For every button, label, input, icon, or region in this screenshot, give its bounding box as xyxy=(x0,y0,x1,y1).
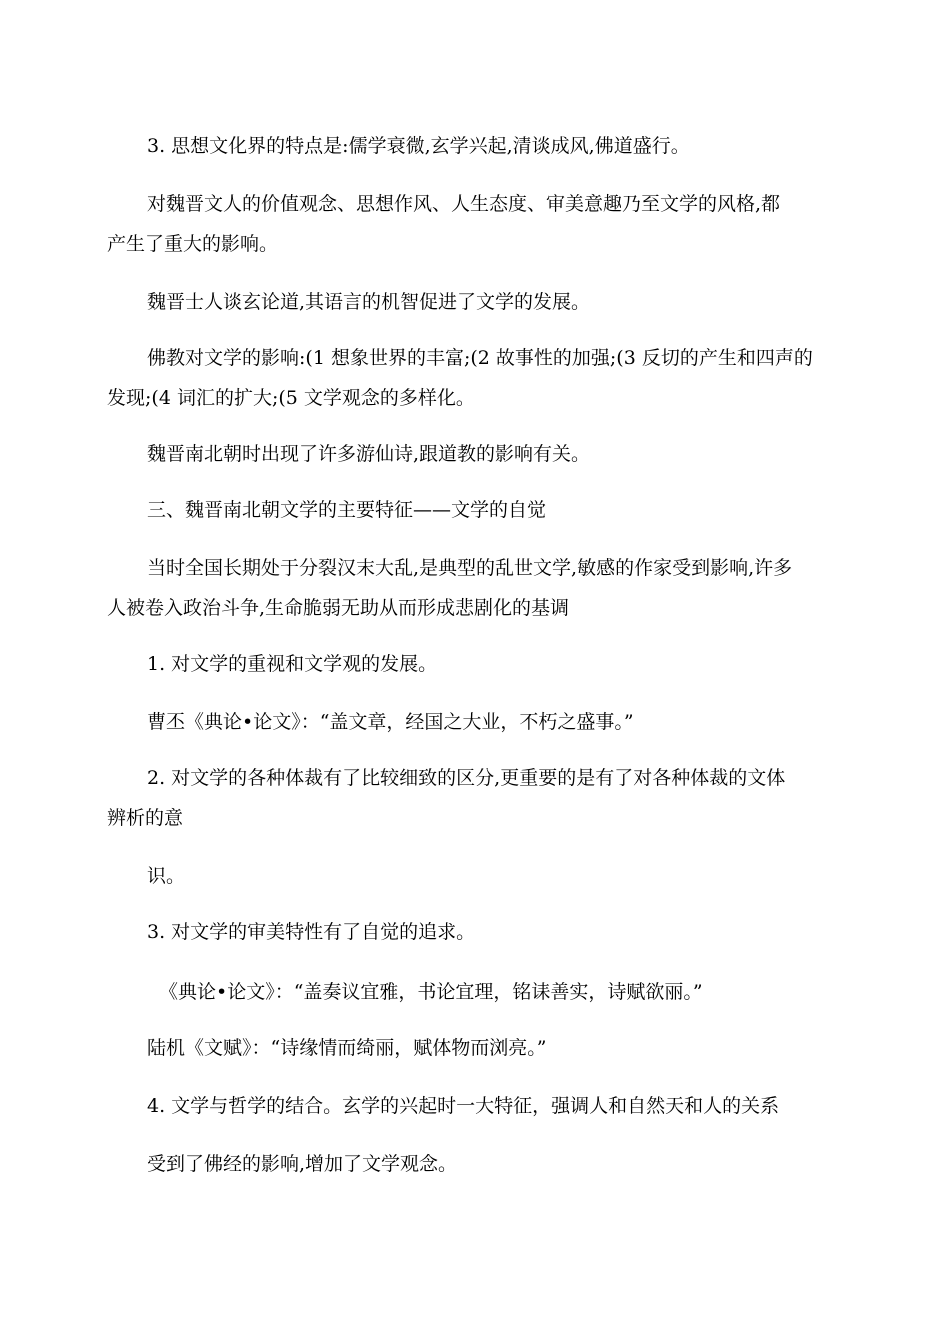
text-line: 1. 对文学的重视和文学观的发展。 xyxy=(147,653,438,675)
text-line: 《典论•论文》：“盖奏议宜雅，书论宜理，铭诔善实，诗赋欲丽。” xyxy=(159,981,703,1003)
quote-wenfu xyxy=(107,1028,839,1068)
text-line: 识。 xyxy=(147,865,186,887)
paragraph-12 xyxy=(107,912,839,952)
paragraph-1 xyxy=(107,126,839,166)
text-line: 人被卷入政治斗争,生命脆弱无助从而形成悲剧化的基调 xyxy=(107,597,570,619)
text-line: 陆机《文赋》：“诗缘情而绮丽，赋体物而浏亮。” xyxy=(147,1037,547,1059)
paragraph-11 xyxy=(107,856,839,896)
text-line: 魏晋士人谈玄论道,其语言的机智促进了文学的发展。 xyxy=(147,291,591,313)
text-line: 2. 对文学的各种体裁有了比较细致的区分,更重要的是有了对各种体裁的文体 xyxy=(147,767,786,789)
text-line: 3. 对文学的审美特性有了自觉的追求。 xyxy=(147,921,476,943)
text-line: 曹丕《典论•论文》：“盖文章，经国之大业，不朽之盛事。” xyxy=(147,711,634,733)
text-line: 对魏晋文人的价值观念、思想作风、人生态度、审美意趣乃至文学的风格,都 xyxy=(147,193,781,215)
paragraph-16 xyxy=(107,1144,839,1184)
paragraph-2 xyxy=(107,184,839,264)
text-line: 当时全国长期处于分裂汉末大乱,是典型的乱世文学,敏感的作家受到影响,许多 xyxy=(147,557,793,579)
paragraph-8 xyxy=(107,644,839,684)
text-line: 受到了佛经的影响,增加了文学观念。 xyxy=(147,1153,458,1175)
paragraph-4 xyxy=(107,338,839,418)
section-heading xyxy=(107,490,839,530)
text-line: 发现;(4 词汇的扩大;(5 文学观念的多样化。 xyxy=(107,387,475,409)
text-line: 3. 思想文化界的特点是:儒学衰微,玄学兴起,清谈成风,佛道盛行。 xyxy=(147,135,690,157)
quote-dianlun xyxy=(107,972,839,1012)
text-line: 产生了重大的影响。 xyxy=(107,233,279,255)
quote-caopi xyxy=(107,702,839,742)
text-line: 魏晋南北朝时出现了许多游仙诗,跟道教的影响有关。 xyxy=(147,443,591,465)
paragraph-3 xyxy=(107,282,839,322)
paragraph-15 xyxy=(107,1086,839,1126)
paragraph-10 xyxy=(107,758,839,838)
paragraph-5 xyxy=(107,434,839,474)
text-line: 辨析的意 xyxy=(107,807,184,829)
paragraph-7 xyxy=(107,548,839,628)
text-line: 佛教对文学的影响:(1 想象世界的丰富;(2 故事性的加强;(3 反切的产生和四声的 xyxy=(147,347,813,369)
text-line: 4. 文学与哲学的结合。玄学的兴起时一大特征，强调人和自然天和人的关系 xyxy=(147,1095,780,1117)
text-line: 三、魏晋南北朝文学的主要特征——文学的自觉 xyxy=(147,499,547,521)
